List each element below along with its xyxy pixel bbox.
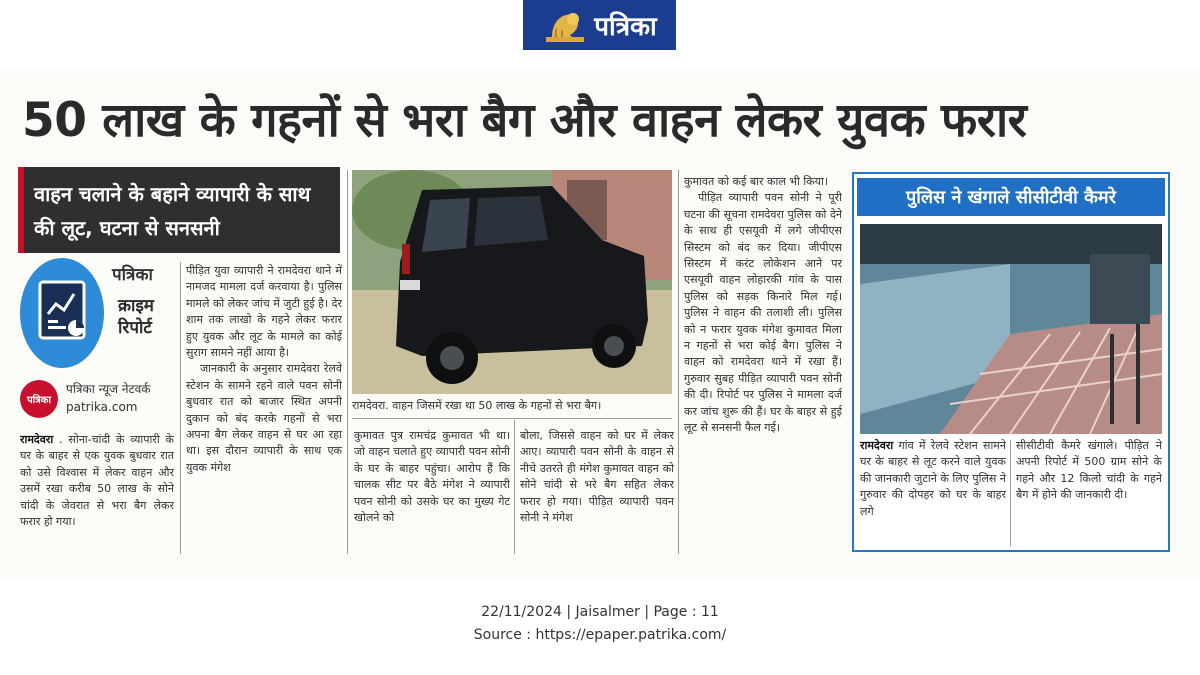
article-column-1 — [20, 432, 174, 556]
article-text: . सोना-चांदी के व्यापारी के घर के बाहर से एक युवक बुधवार रात को उसे विश्वास में लेकर वाहन और उसमें रखा करीब 50 लाख के सोने चांदी के जेवरात से भरा बैग लेकर फरार हो गया। — [20, 433, 174, 529]
article-text: गांव में रेलवे स्टेशन सामने घर के बाहर से लूट करने वाले युवक की जानकारी जुटाने के लिए पुलिस ने गुरुवार की दोपहर को घर के बाहर लगे — [860, 439, 1006, 518]
cctv-text-left — [860, 438, 1006, 550]
column-divider — [514, 420, 515, 554]
dateline: रामदेवरा — [20, 433, 54, 446]
crime-report-brand: पत्रिका — [112, 265, 153, 285]
article-column-2 — [186, 263, 342, 555]
column-divider — [678, 170, 679, 554]
masthead-logo[interactable] — [523, 0, 676, 50]
agency-site[interactable]: patrika.com — [66, 400, 138, 414]
article-paragraph: कुमावत को कई बार काल भी किया। — [684, 175, 829, 188]
agency-name: पत्रिका न्यूज नेटवर्क — [66, 382, 151, 396]
vehicle-photo — [352, 170, 672, 394]
cctv-photo — [860, 224, 1162, 434]
article-paragraph: जानकारी के अनुसार रामदेवरा रेलवे स्टेशन के सामने रहने वाले पवन सोनी बुधवार रात को बाजार स्थित अपनी दुकान को बंद करके गहनों से भरा अपना बैग लेकर वाहन से घर आ रहा था। इस दौरान व्यापारी के साथ एक युवक मंगेश — [186, 362, 342, 474]
column-divider — [347, 170, 348, 554]
report-document-icon — [36, 278, 92, 344]
column-divider — [180, 262, 181, 554]
dateline: रामदेवरा — [860, 439, 894, 452]
article-column-5 — [684, 174, 842, 556]
article-paragraph: पीड़ित व्यापारी पवन सोनी ने पूरी घटना की सूचना रामदेवरा पुलिस को देने के साथ ही एसयूवी में लगे जीपीएस सिस्टम को बंद कर दिया। जीपीएस सिस्टम में करंट लोकेशन आने पर एसयूवी वाहन लोहारकी गांव के पास पुलिस को सड़क किनारे मिल गई। पुलिस ने वाहन की तलाशी ली। पुलिस को न फरार युवक मंगेश कुमावत मिला न गहनों से भरा कोई बैग। पुलिस ने वाहन को रामदेवरा थाने में रखा हैं। गुरुवार सुबह पीड़ित व्यापारी पवन सोनी की दी। रिपोर्ट पर पुलिस ने मामला दर्ज कर जांच शुरू की हैं। घर के बाहर से हुई लूट से सनसनी फैल गई। — [684, 191, 842, 435]
edition-info: 22/11/2024 | Jaisalmer | Page : 11 — [481, 604, 719, 620]
cctv-text-right — [1016, 438, 1162, 550]
column-divider — [352, 418, 672, 419]
article-column-3 — [354, 428, 510, 556]
column-divider — [1010, 440, 1011, 546]
article-column-4 — [520, 428, 674, 556]
subheadline: वाहन चलाने के बहाने व्यापारी के साथ की लूट, घटना से सनसनी — [18, 167, 340, 253]
headline: 50 लाख के गहनों से भरा बैग और वाहन लेकर युवक फरार — [22, 93, 1027, 148]
article-text: कुमावत पुत्र रामचंद्र कुमावत भी था। जो वाहन चलाते हुए व्यापारी पवन सोनी के घर के बाहर पहुंचा। आरोप हैं कि चालक सीट पर बैठे मंगेश ने व्यापारी पवन सोनी को उसके घर का मुख्य गेट खोलने को — [354, 429, 510, 525]
source-link[interactable]: Source : https://epaper.patrika.com/ — [473, 627, 727, 643]
agency-badge: पत्रिका — [20, 380, 58, 418]
cctv-heading: पुलिस ने खंगाले सीसीटीवी कैमरे — [857, 178, 1165, 216]
lion-emblem-icon — [542, 5, 588, 45]
photo-caption: रामदेवरा. वाहन जिसमें रखा था 50 लाख के गहनों से भरा बैग। — [352, 399, 602, 412]
crime-report-label: क्राइम रिपोर्ट — [118, 296, 154, 338]
masthead-title: पत्रिका — [594, 12, 657, 42]
article-text: सीसीटीवी कैमरे खंगाले। पीड़ित ने अपनी रिपोर्ट में 500 ग्राम सोने के गहने और 12 किलो चांदी के गहने बैग में होने की जानकारी दी। — [1016, 439, 1162, 502]
article-text: बोला, जिससे वाहन को घर में लेकर आए। व्यापारी पवन सोनी के वाहन से नीचे उतरते ही मंगेश कुमावत वाहन को सोने चांदी से भरे बैग सहित लेकर फरार हो गया। पीड़ित व्यापारी पवन सोनी ने मंगेश — [520, 429, 674, 525]
article-paragraph: पीड़ित युवा व्यापारी ने रामदेवरा थाने में नामजद मामला दर्ज करवाया है। पुलिस मामले को लेकर जांच में जुटी हुई है। देर शाम तक लाखो के गहने लेकर फरार हुए युवक और लूट के मामले का कोई सुराग सामने नहीं आया है। — [186, 264, 342, 360]
